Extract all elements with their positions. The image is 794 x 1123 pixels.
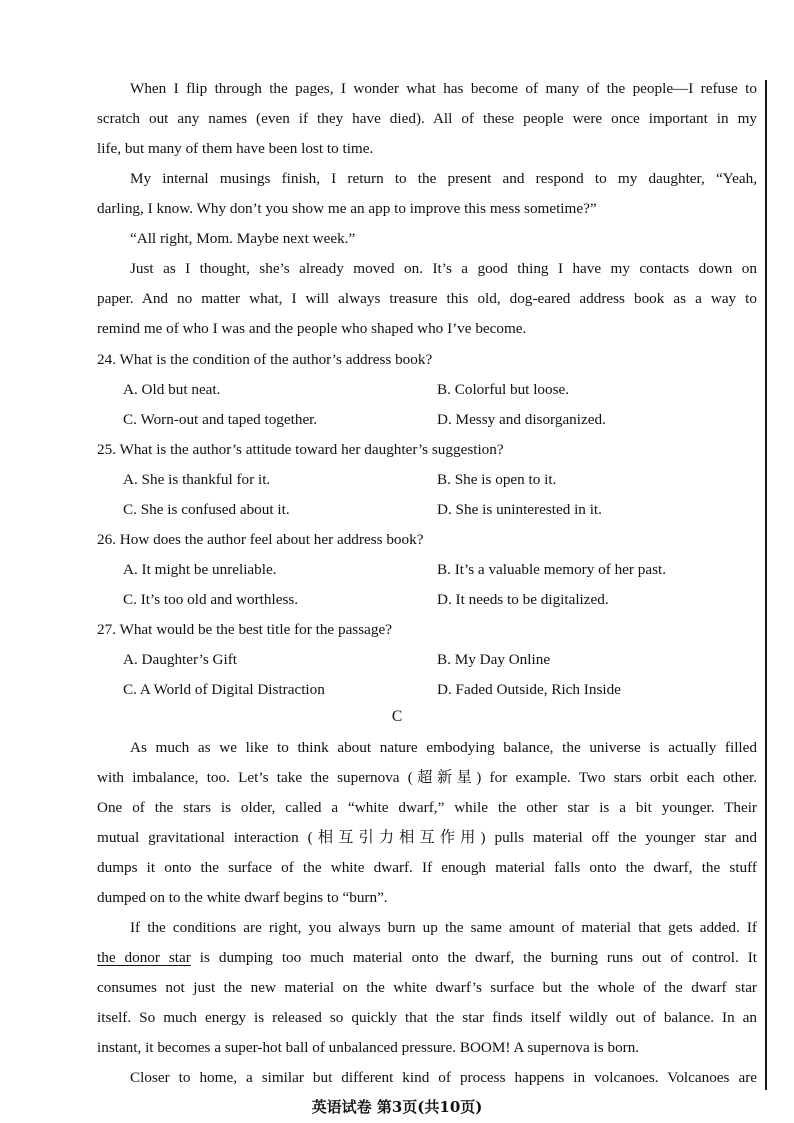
question-25-stem: 25. What is the author’s attitude toward her daughter’s suggestion? [97,441,504,458]
question-26-option-a: A. It might be unreliable. [123,561,277,578]
passage-b-p4-line-1: Just as I thought, she’s already moved on. It’s a good thing I have my contacts down on [130,260,757,277]
passage-c-p1-line-4: mutual gravitational interaction (相互引力相互作用) pulls material off the younger star and [97,829,757,846]
question-27-option-b: B. My Day Online [437,651,551,668]
section-c-heading: C [391,708,403,725]
passage-b-p2-line-2: darling, I know. Why don’t you show me an app to improve this mess sometime?” [97,200,597,217]
passage-c-p1-line-6: dumped on to the white dwarf begins to “burn”. [97,889,388,906]
passage-c-p2-line-4: itself. So much energy is released so quickly that the star finds itself wildly out of balance. In an [97,1009,757,1026]
question-27-option-d: D. Faded Outside, Rich Inside [437,681,621,698]
page-footer: 英语试卷 第3页(共10页) [311,1098,483,1116]
passage-b-p1-line-1: When I flip through the pages, I wonder what has become of many of the people—I refuse to [130,80,757,97]
passage-c-p2-line-1: If the conditions are right, you always burn up the same amount of material that gets added. If [130,919,757,936]
passage-c-p2-line-2-text: is dumping too much material onto the dwarf, the burning runs out of control. It [199,949,757,966]
question-27-option-a: A. Daughter’s Gift [123,651,238,668]
passage-c-p1-line-3: One of the stars is older, called a “white dwarf,” while the other star is a bit younger. Their [97,799,757,816]
question-27-stem: 27. What would be the best title for the passage? [97,621,392,638]
passage-c-p1-line-1: As much as we like to think about nature embodying balance, the universe is actually filled [130,739,757,756]
passage-c-p2-line-5: instant, it becomes a super-hot ball of unbalanced pressure. BOOM! A supernova is born. [97,1039,640,1056]
question-27-option-c: C. A World of Digital Distraction [123,681,325,698]
question-26-option-b: B. It’s a valuable memory of her past. [437,561,667,578]
passage-b-p2-line-1: My internal musings finish, I return to the present and respond to my daughter, “Yeah, [130,170,757,187]
passage-c-p1-line-5: dumps it onto the surface of the white dwarf. If enough material falls onto the dwarf, the stuff [97,859,757,876]
passage-b-p1-line-3: life, but many of them have been lost to time. [97,140,374,157]
question-24-option-a: A. Old but neat. [123,381,221,398]
passage-c-p1-line-2: with imbalance, too. Let’s take the supernova (超新星) for example. Two stars orbit each other. [97,769,757,786]
passage-b-p4-line-3: remind me of who I was and the people who shaped who I’ve become. [97,320,527,337]
margin-rule [765,80,767,1090]
question-25-option-a: A. She is thankful for it. [123,471,271,488]
passage-c-p3-line-1: Closer to home, a similar but different kind of process happens in volcanoes. Volcanoes are [130,1069,757,1086]
question-26-option-c: C. It’s too old and worthless. [123,591,299,608]
question-24-option-c: C. Worn-out and taped together. [123,411,318,428]
passage-b-p4-line-2: paper. And no matter what, I will always treasure this old, dog-eared address book as a way to [97,290,757,307]
question-24-stem: 24. What is the condition of the author’s address book? [97,351,433,368]
question-25-option-d: D. She is uninterested in it. [437,501,602,518]
underlined-phrase: the donor star [97,949,191,966]
passage-c-p2-line-2 [97,948,757,968]
question-24-option-d: D. Messy and disorganized. [437,411,606,428]
question-25-option-b: B. She is open to it. [437,471,557,488]
question-26-stem: 26. How does the author feel about her address book? [97,531,424,548]
passage-b-p1-line-2: scratch out any names (even if they have died). All of these people were once important in my [97,110,757,127]
question-26-option-d: D. It needs to be digitalized. [437,591,609,608]
passage-c-p2-line-3: consumes not just the new material on the white dwarf’s surface but the whole of the dwarf star [97,979,757,996]
question-25-option-c: C. She is confused about it. [123,501,290,518]
question-24-option-b: B. Colorful but loose. [437,381,570,398]
passage-b-p3: “All right, Mom. Maybe next week.” [130,230,356,247]
